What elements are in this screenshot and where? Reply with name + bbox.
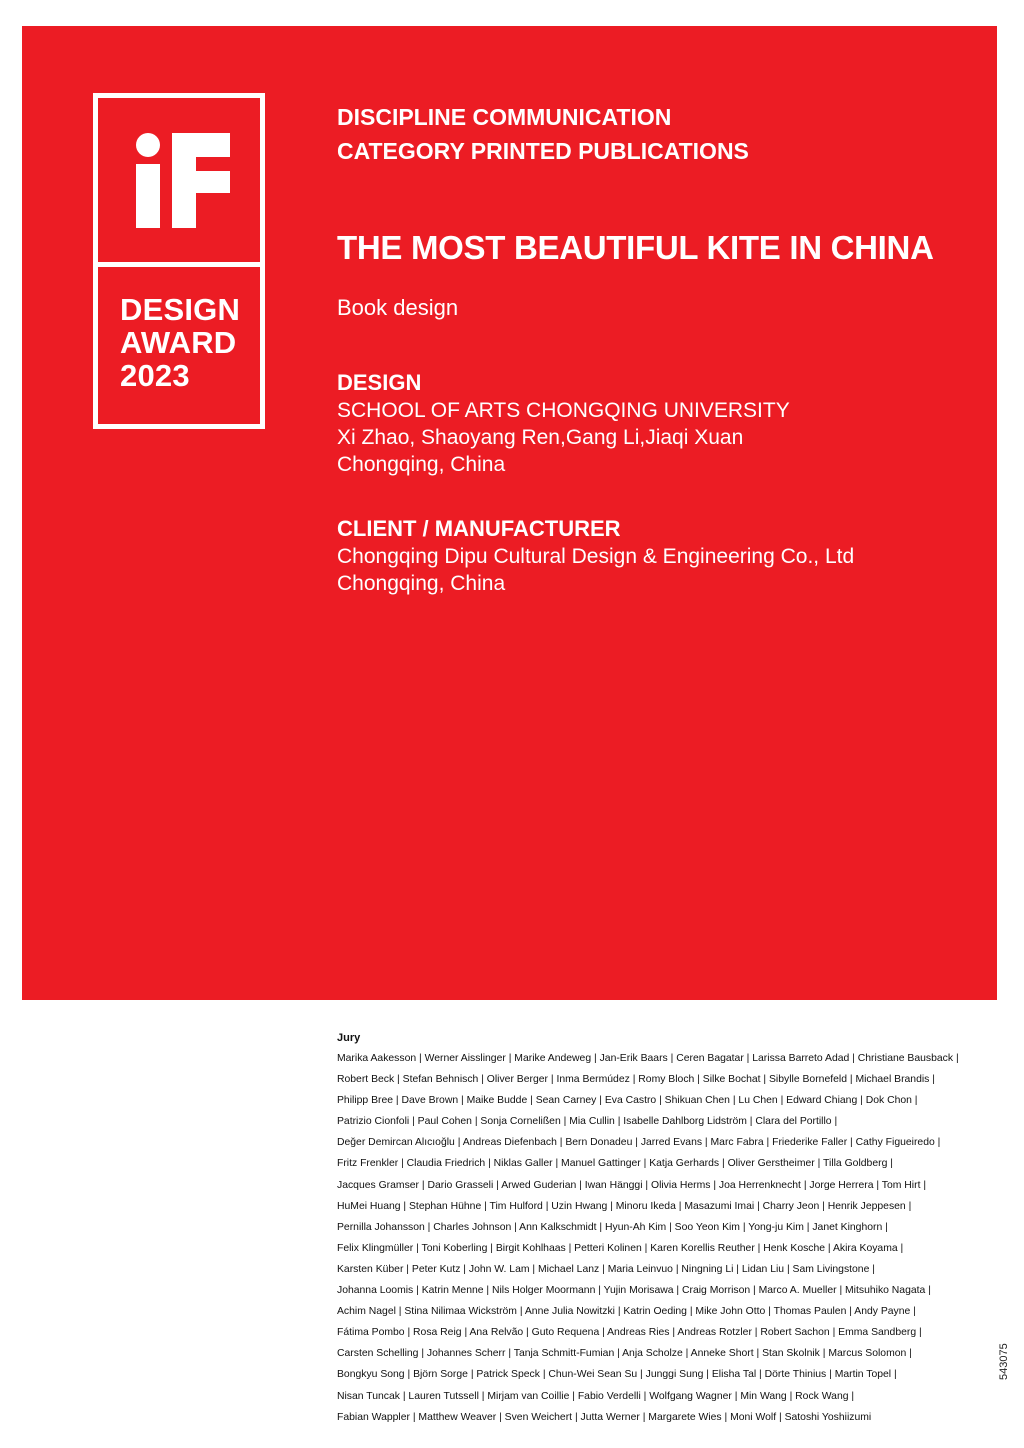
jury-heading: Jury: [337, 1032, 361, 1044]
if-design-award-logo: [93, 93, 265, 429]
jury-line: Fritz Frenkler | Claudia Friedrich | Niklas Galler | Manuel Gattinger | Katja Gerhards | Oliver Gerstheimer | Tilla Goldberg |: [337, 1158, 893, 1170]
award-line-year: 2023: [120, 358, 190, 393]
design-line: Xi Zhao, Shaoyang Ren,Gang Li,Jiaqi Xuan: [337, 426, 744, 449]
jury-line: Carsten Schelling | Johannes Scherr | Tanja Schmitt-Fumian | Anja Scholze | Anneke Short | Stan Skolnik | Marcus Solomon |: [337, 1348, 912, 1360]
logo-divider: [98, 262, 260, 267]
design-heading: DESIGN: [337, 370, 422, 395]
client-line: Chongqing, China: [337, 572, 506, 595]
award-line-design: DESIGN: [120, 292, 241, 327]
jury-line: HuMei Huang | Stephan Hühne | Tim Hulford | Uzin Hwang | Minoru Ikeda | Masazumi Imai | Charry Jeon | Henrik Jeppesen |: [337, 1200, 912, 1212]
jury-line: Robert Beck | Stefan Behnisch | Oliver Berger | Inma Bermúdez | Romy Bloch | Silke Bochat | Sibylle Bornefeld | Michael Brandis |: [337, 1074, 935, 1086]
discipline-label: DISCIPLINE COMMUNICATION: [337, 104, 672, 130]
design-line: SCHOOL OF ARTS CHONGQING UNIVERSITY: [337, 399, 790, 422]
entry-title: THE MOST BEAUTIFUL KITE IN CHINA: [337, 229, 934, 266]
client-credits: [337, 515, 854, 597]
entry-details: [337, 100, 987, 595]
if-logo-icon: [133, 133, 231, 228]
jury-line: Philipp Bree | Dave Brown | Maike Budde | Sean Carney | Eva Castro | Shikuan Chen | Lu Chen | Edward Chiang | Dok Chon |: [337, 1095, 918, 1107]
design-credits: [337, 369, 790, 478]
award-line-award: AWARD: [120, 325, 237, 360]
jury-list: [337, 1030, 997, 1428]
jury-line: Nisan Tuncak | Lauren Tutssell | Mirjam van Coillie | Fabio Verdelli | Wolfgang Wagner | Min Wang | Rock Wang |: [337, 1390, 855, 1402]
client-heading: CLIENT / MANUFACTURER: [337, 516, 621, 541]
jury-line: Bongkyu Song | Björn Sorge | Patrick Speck | Chun-Wei Sean Su | Junggi Sung | Elisha Tal | Dörte Thinius | Martin Topel |: [337, 1369, 897, 1381]
award-panel: [22, 26, 997, 1000]
jury-line: Felix Klingmüller | Toni Koberling | Birgit Kohlhaas | Petteri Kolinen | Karen Korellis Reuther | Henk Kosche | Akira Koyama |: [337, 1242, 904, 1254]
client-line: Chongqing Dipu Cultural Design & Engineering Co., Ltd: [337, 545, 855, 568]
entry-subtitle: Book design: [337, 295, 459, 320]
design-line: Chongqing, China: [337, 453, 506, 476]
category-label: CATEGORY PRINTED PUBLICATIONS: [337, 138, 749, 164]
award-label: [120, 293, 250, 392]
reference-number: 543075: [998, 1343, 1010, 1380]
jury-line: Karsten Küber | Peter Kutz | John W. Lam | Michael Lanz | Maria Leinvuo | Ningning Li | Lidan Liu | Sam Livingstone |: [337, 1263, 875, 1275]
jury-line: Jacques Gramser | Dario Grasseli | Arwed Guderian | Iwan Hänggi | Olivia Herms | Joa Herrenknecht | Jorge Herrera | Tom Hirt |: [337, 1179, 927, 1191]
jury-line: Pernilla Johansson | Charles Johnson | Ann Kalkschmidt | Hyun-Ah Kim | Soo Yeon Kim | Yong-ju Kim | Janet Kinghorn |: [337, 1221, 888, 1233]
jury-line: Patrizio Cionfoli | Paul Cohen | Sonja Cornelißen | Mia Cullin | Isabelle Dahlborg Lidström | Clara del Portillo |: [337, 1116, 838, 1128]
jury-line: Achim Nagel | Stina Nilimaa Wickström | Anne Julia Nowitzki | Katrin Oeding | Mike John Otto | Thomas Paulen | Andy Payne |: [337, 1306, 916, 1318]
jury-line: Marika Aakesson | Werner Aisslinger | Marike Andeweg | Jan-Erik Baars | Ceren Bagatar | Larissa Barreto Adad | Christiane Bausback |: [337, 1053, 959, 1064]
jury-line: Johanna Loomis | Katrin Menne | Nils Holger Moormann | Yujin Morisawa | Craig Morrison | Marco A. Mueller | Mitsuhiko Nagata |: [337, 1285, 931, 1297]
jury-line: Fátima Pombo | Rosa Reig | Ana Relvão | Guto Requena | Andreas Ries | Andreas Rotzler | Robert Sachon | Emma Sandberg |: [337, 1327, 922, 1339]
jury-line: Değer Demircan Alıcıoğlu | Andreas Diefenbach | Bern Donadeu | Jarred Evans | Marc Fabra | Friederike Faller | Cathy Figueiredo |: [337, 1137, 941, 1149]
jury-line: Fabian Wappler | Matthew Weaver | Sven Weichert | Jutta Werner | Margarete Wies | Moni Wolf | Satoshi Yoshiizumi: [337, 1411, 872, 1423]
